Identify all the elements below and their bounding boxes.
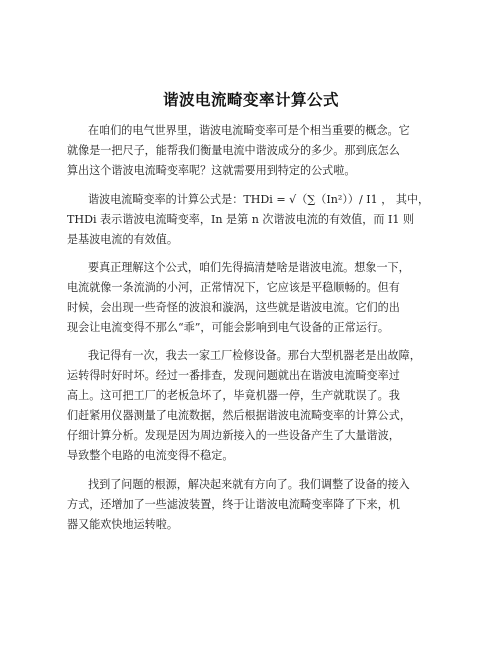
paragraph-5-line-1: 找到了问题的根源，解决起来就有方向了。我们调整了设备的接入 <box>88 478 410 491</box>
paragraph-1-line-3: 算出这个谐波电流畸变率呢？这就需要用到特定的公式啦。 <box>67 164 356 177</box>
paragraph-4-line-3: 高上。这可把工厂的老板急坏了，毕竟机器一停，生产就耽误了。我 <box>67 389 400 402</box>
paragraph-4-line-4: 们赶紧用仪器测量了电流数据，然后根据谐波电流畸变率的计算公式， <box>67 409 411 422</box>
paragraph-3-line-1: 要真正理解这个公式，咱们先得搞清楚啥是谐波电流。想象一下， <box>88 261 410 274</box>
document-title: 谐波电流畸变率计算公式 <box>162 91 339 109</box>
paragraph-5-line-2: 方式，还增加了一些滤波装置，终于让谐波电流畸变率降了下来，机 <box>67 498 400 511</box>
paragraph-3-line-4: 现会让电流变得不那么“乖”，可能会影响到电气设备的正常运行。 <box>67 321 389 334</box>
paragraph-2-line-2: THDi 表示谐波电流畸变率，In 是第 n 次谐波电流的有效值，而 I1 则 <box>67 213 415 226</box>
paragraph-3-line-2: 电流就像一条流淌的小河，正常情况下，它应该是平稳顺畅的。但有 <box>67 281 400 294</box>
paragraph-3-line-3: 时候，会出现一些奇怪的波浪和漩涡，这些就是谐波电流。它们的出 <box>67 301 400 314</box>
paragraph-5-line-3: 器又能欢快地运转啦。 <box>67 518 178 531</box>
paragraph-4-line-5: 仔细计算分析。发现是因为周边新接入的一些设备产生了大量谐波， <box>67 429 400 442</box>
paragraph-1-line-2: 就像是一把尺子，能帮我们衡量电流中谐波成分的多少。那到底怎么 <box>67 144 400 157</box>
paragraph-1-line-1: 在咱们的电气世界里，谐波电流畸变率可是个相当重要的概念。它 <box>88 124 410 137</box>
paragraph-2-line-3: 是基波电流的有效值。 <box>67 233 178 246</box>
paragraph-2-line-1: 谐波电流畸变率的计算公式是：THDi = √（∑（In²））/ I1 ， 其中， <box>88 193 430 206</box>
paragraph-4-line-2: 运转得时好时坏。经过一番排查，发现问题就出在谐波电流畸变率过 <box>67 369 400 382</box>
paragraph-4-line-1: 我记得有一次，我去一家工厂检修设备。那台大型机器老是出故障， <box>88 349 421 362</box>
paragraph-4-line-6: 导致整个电路的电流变得不稳定。 <box>67 449 234 462</box>
